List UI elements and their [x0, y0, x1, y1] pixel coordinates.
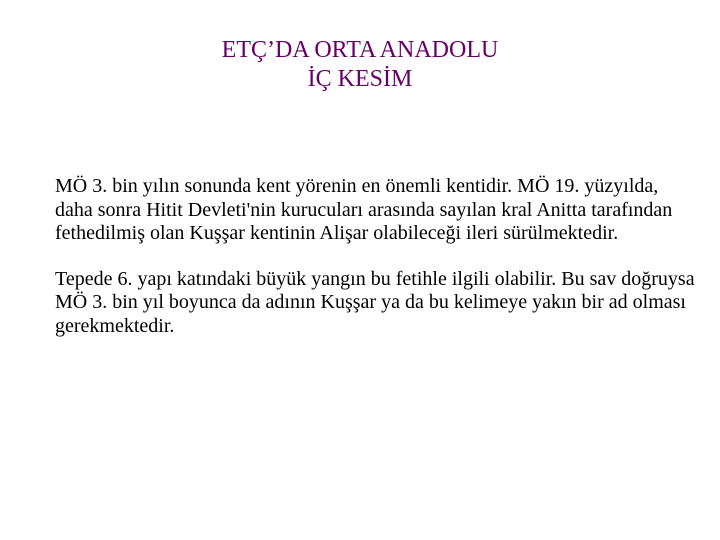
title-line-1: ETÇ’DA ORTA ANADOLU	[221, 37, 499, 63]
title-line-2: İÇ KESİM	[307, 66, 413, 92]
body-paragraph-2: Tepede 6. yapı katındaki büyük yangın bu fetihle ilgili olabilir. Bu sav doğruysa MÖ 3. bin yıl boyunca da adının Kuşşar ya da bu kelimeye yakın bir ad olması gerekmektedir.	[55, 267, 695, 337]
slide-body	[55, 175, 695, 360]
slide-title	[0, 36, 720, 94]
body-paragraph-1: MÖ 3. bin yılın sonunda kent yörenin en önemli kentidir. MÖ 19. yüzyılda, daha sonra Hitit Devleti'nin kurucuları arasında sayılan kral Anitta tarafından fethedilmiş olan Kuşşar kentinin Alişar olabileceği ileri sürülmektedir.	[55, 175, 673, 244]
